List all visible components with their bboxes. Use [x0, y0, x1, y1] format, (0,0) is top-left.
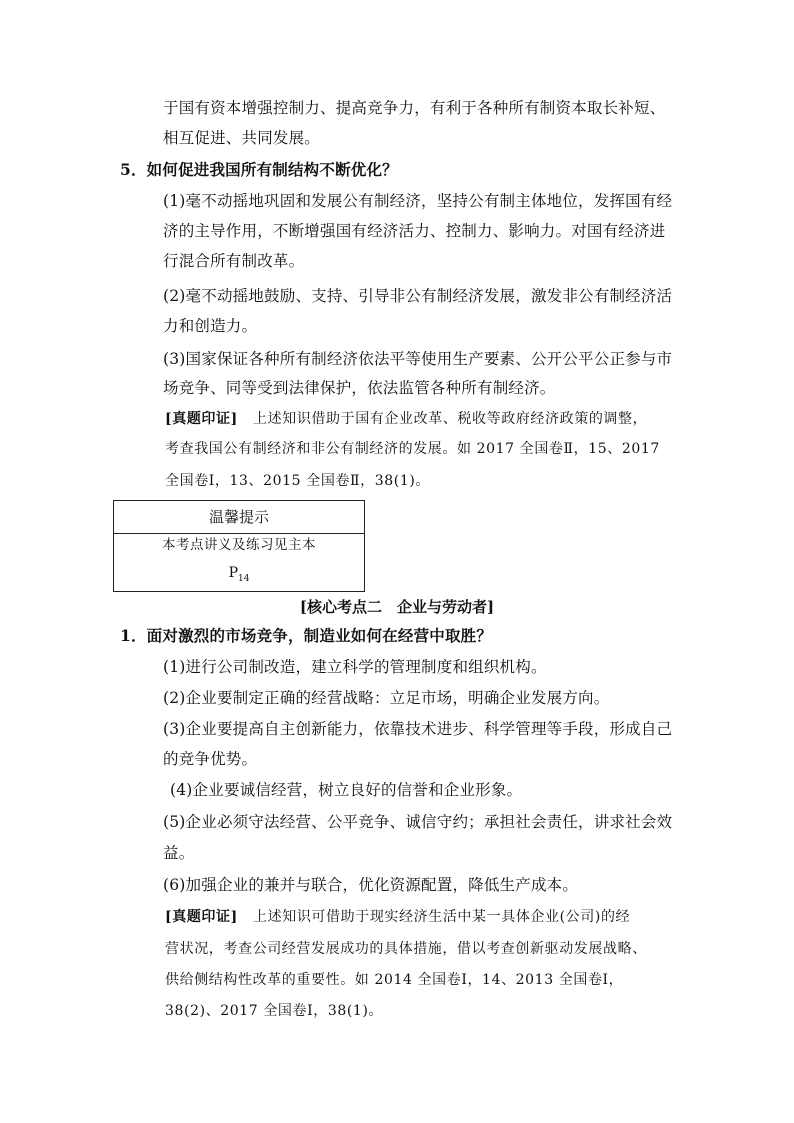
s2q1-line-3: (3)企业要提高自主创新能力，依靠技术进步、科学管理等手段，形成自己	[163, 720, 673, 738]
s2q1-line-8: (6)加强企业的兼并与联合，优化资源配置，降低生产成本。	[163, 876, 579, 894]
tip-page-number: 14	[237, 573, 250, 584]
zhenti-label: [真题印证]	[165, 411, 238, 427]
section2-question-1-title: 1．面对激烈的市场竞争，制造业如何在经营中取胜？	[120, 626, 493, 645]
tip-page-letter: P	[228, 565, 238, 581]
s2q1-zhenti-text-1: 上述知识可借助于现实经济生活中某一具体企业(公司)的经	[253, 909, 631, 925]
q5-line-4: (2)毫不动摇地鼓励、支持、引导非公有制经济发展，激发非公有制经济活	[163, 287, 673, 305]
q5-zhenti-line-1	[165, 409, 647, 429]
s2q1-line-1: (1)进行公司制改造，建立科学的管理制度和组织机构。	[163, 658, 547, 676]
q5-line-2: 济的主导作用，不断增强国有经济活力、控制力、影响力。对国有经济进	[163, 222, 666, 240]
q5-line-3: 行混合所有制改革。	[163, 252, 305, 270]
s2q1-line-7: 益。	[163, 844, 195, 862]
s2q1-line-4: 的竞争优势。	[163, 750, 258, 768]
tip-box	[113, 500, 365, 592]
q5-line-7: 场竞争、同等受到法律保护，依法监管各种所有制经济。	[163, 379, 556, 397]
s2q1-zhenti-line-1	[165, 907, 630, 927]
tip-body: 本考点讲义及练习见主本	[162, 537, 316, 553]
tip-page	[114, 565, 364, 584]
q5-line-1: (1)毫不动摇地巩固和发展公有制经济，坚持公有制主体地位，发挥国有经	[163, 192, 673, 210]
q5-line-6: (3)国家保证各种所有制经济依法平等使用生产要素、公开公平公正参与市	[163, 350, 673, 368]
s2q1-zhenti-line-3: 供给侧结构性改革的重要性。如 2014 全国卷Ⅰ，14、2013 全国卷Ⅰ，	[165, 972, 624, 988]
q5-zhenti-line-2: 考查我国公有制经济和非公有制经济的发展。如 2017 全国卷Ⅱ，15、2017	[165, 441, 660, 457]
q5-zhenti-text-1: 上述知识借助于国有企业改革、税收等政府经济政策的调整，	[253, 411, 648, 427]
s2q1-line-2: (2)企业要制定正确的经营战略：立足市场，明确企业发展方向。	[163, 689, 610, 707]
section-title: [核心考点二 企业与劳动者]	[299, 598, 495, 616]
s2q1-line-6: (5)企业必须守法经营、公平竞争、诚信守约；承担社会责任，讲求社会效	[163, 813, 673, 831]
q5-zhenti-line-3: 全国卷Ⅰ，13、2015 全国卷Ⅱ，38(1)。	[165, 473, 430, 489]
q4-tail-line-2: 相互促进、共同发展。	[163, 129, 321, 147]
s2q1-zhenti-line-4: 38(2)、2017 全国卷Ⅰ，38(1)。	[165, 1003, 384, 1019]
q5-line-5: 力和创造力。	[163, 317, 258, 335]
tip-title: 温馨提示	[114, 501, 364, 534]
zhenti-label: [真题印证]	[165, 909, 238, 925]
q4-tail-line-1: 于国有资本增强控制力、提高竞争力，有利于各种所有制资本取长补短、	[163, 99, 666, 117]
s2q1-zhenti-line-2: 营状况，考查公司经营发展成功的具体措施，借以考查创新驱动发展战略、	[165, 941, 647, 957]
question-5-title: 5．如何促进我国所有制结构不断优化？	[120, 160, 398, 179]
s2q1-line-5: (4)企业要诚信经营，树立良好的信誉和企业形象。	[170, 781, 523, 799]
